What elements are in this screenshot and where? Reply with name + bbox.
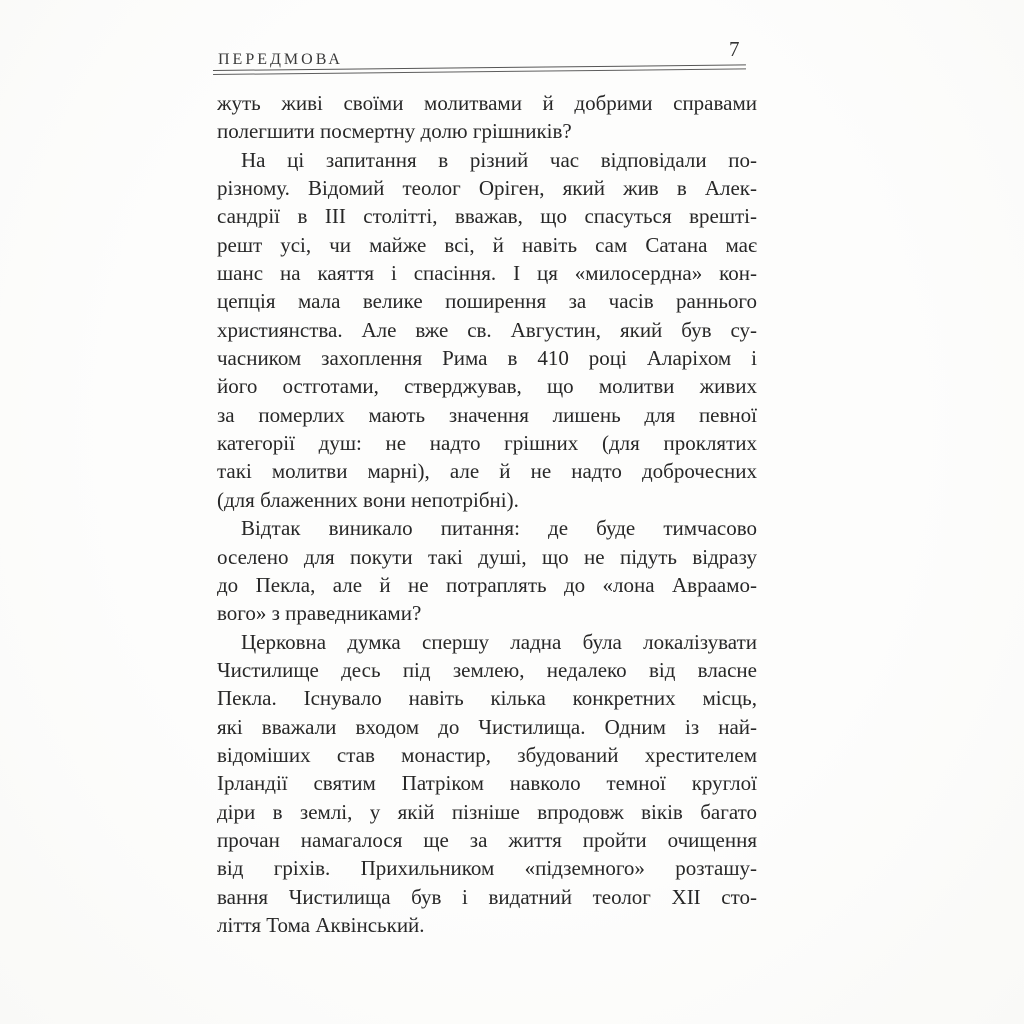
text-line: вого» з праведниками? <box>217 601 422 626</box>
text-line: цепція мала велике поширення за часів раннього <box>217 289 757 314</box>
text-line: сандрії в III столітті, вважав, що спасуться врешті- <box>217 204 757 229</box>
text-line: часником захоплення Рима в 410 році Аларіхом і <box>217 346 757 371</box>
text-line: діри в землі, у якій пізніше впродовж віків багато <box>217 799 757 824</box>
text-line: шанс на каяття і спасіння. І ця «милосердна» кон- <box>217 261 757 286</box>
text-line: такі молитви марні), але й не надто доброчесних <box>217 459 757 484</box>
text-line: полегшити посмертну долю грішників? <box>217 119 572 144</box>
paragraph <box>217 148 757 516</box>
text-line: Церковна думка спершу ладна була локалізувати <box>241 629 757 654</box>
text-line: Відтак виникало питання: де буде тимчасово <box>241 516 757 541</box>
text-line: категорії душ: не надто грішних (для проклятих <box>217 431 757 456</box>
text-line: які вважали входом до Чистилища. Одним із най- <box>217 714 757 739</box>
text-line: Пекла. Існувало навіть кілька конкретних місць, <box>217 686 757 711</box>
page-body <box>217 91 757 941</box>
text-line: жуть живі своїми молитвами й добрими справами <box>217 91 757 115</box>
paragraph <box>217 516 757 629</box>
text-line: прочан намагалося ще за життя пройти очищення <box>217 827 757 852</box>
text-line: його остготами, стверджував, що молитви живих <box>217 374 757 399</box>
text-line: (для блаженних вони непотрібні). <box>217 487 519 512</box>
text-line: Чистилище десь під землею, недалеко від власне <box>217 657 757 682</box>
text-line: Ірландії святим Патріком навколо темної круглої <box>217 771 757 796</box>
paragraph <box>217 630 757 942</box>
text-line: за померлих мають значення лишень для певної <box>217 402 757 427</box>
paragraph <box>217 91 757 148</box>
text-line: відоміших став монастир, збудований хрестителем <box>217 742 757 767</box>
text-line: до Пекла, але й не потраплять до «лона Авраамо- <box>217 572 757 597</box>
text-line: решт усі, чи майже всі, й навіть сам Сатана має <box>217 232 757 257</box>
text-line: християнства. Але вже св. Августин, який був су- <box>217 317 757 342</box>
page-number: 7 <box>729 37 740 61</box>
running-title: ПЕРЕДМОВА <box>218 51 343 68</box>
text-line: різному. Відомий теолог Оріген, який жив в Алек- <box>217 176 757 201</box>
text-line: ліття Тома Аквінський. <box>217 912 425 937</box>
text-line: вання Чистилища був і видатний теолог XII сто- <box>217 884 757 909</box>
text-line: оселено для покути такі душі, що не підуть відразу <box>217 544 757 569</box>
text-line: від гріхів. Прихильником «підземного» розташу- <box>217 856 757 881</box>
text-line: На ці запитання в різний час відповідали по- <box>241 147 757 172</box>
